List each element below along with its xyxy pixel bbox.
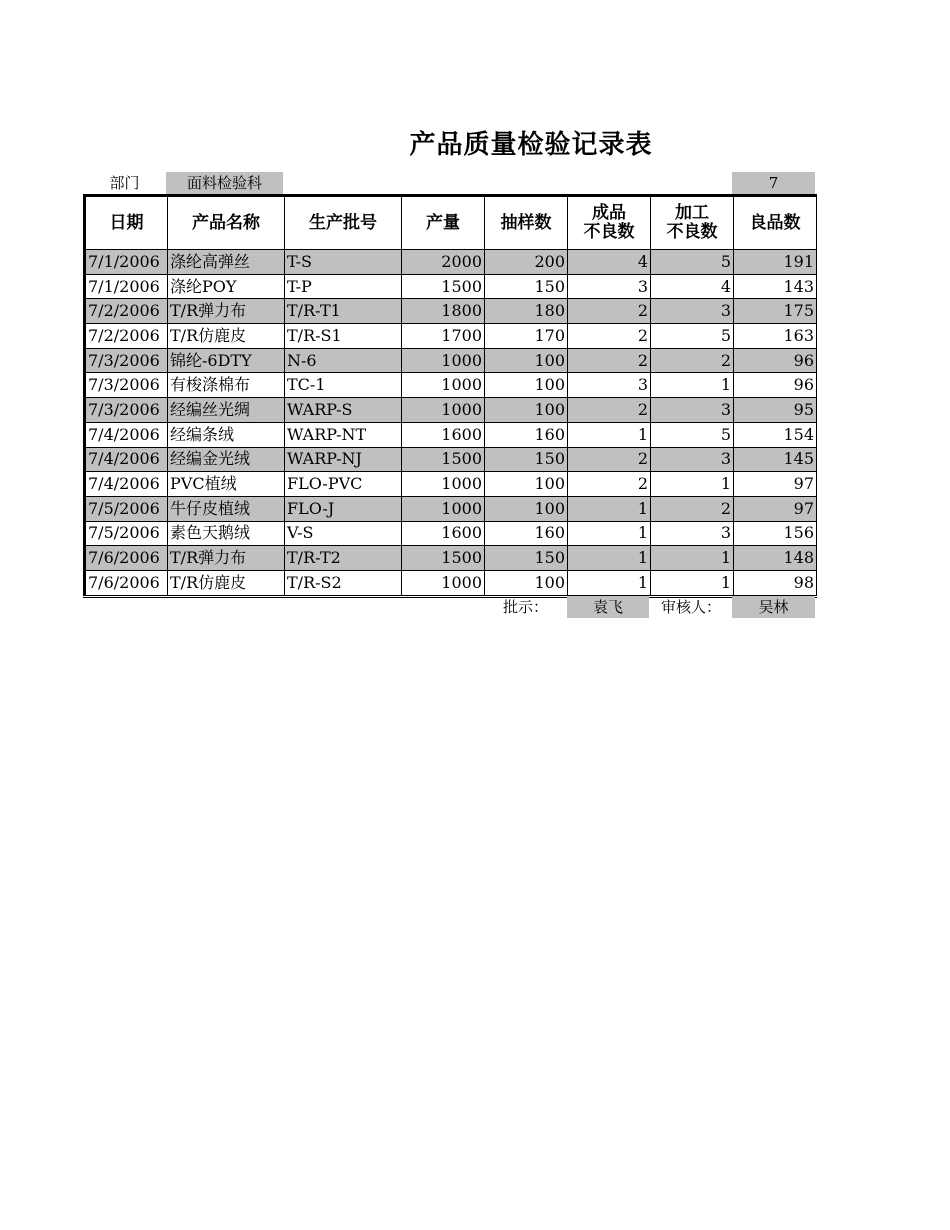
table-row bbox=[85, 398, 817, 423]
cell-process-defect[interactable]: 1 bbox=[651, 546, 734, 571]
table-row bbox=[85, 299, 817, 324]
cell-product[interactable]: 经编丝光绸 bbox=[168, 398, 285, 423]
cell-good[interactable]: 97 bbox=[734, 496, 817, 521]
cell-finished-defect[interactable]: 3 bbox=[568, 274, 651, 299]
cell-product[interactable]: 涤纶POY bbox=[168, 274, 285, 299]
cell-finished-defect[interactable]: 2 bbox=[568, 324, 651, 349]
dept-label: 部门 bbox=[109, 174, 140, 192]
cell-date[interactable]: 7/3/2006 bbox=[85, 373, 168, 398]
cell-finished-defect[interactable]: 1 bbox=[568, 546, 651, 571]
cell-output[interactable]: 1000 bbox=[402, 373, 485, 398]
cell-process-defect[interactable]: 5 bbox=[651, 422, 734, 447]
column-header-batch[interactable]: 生产批号 bbox=[285, 196, 402, 250]
cell-finished-defect[interactable]: 2 bbox=[568, 447, 651, 472]
column-header-process-defect[interactable]: 加工 不良数 bbox=[651, 196, 734, 250]
cell-finished-defect[interactable]: 3 bbox=[568, 373, 651, 398]
cell-finished-defect[interactable]: 2 bbox=[568, 348, 651, 373]
review-label: 审核人： bbox=[660, 598, 721, 616]
cell-date[interactable]: 7/1/2006 bbox=[85, 250, 168, 275]
cell-finished-defect[interactable]: 1 bbox=[568, 496, 651, 521]
cell-finished-defect[interactable]: 1 bbox=[568, 570, 651, 596]
inspection-table bbox=[83, 194, 817, 598]
approve-value-cell[interactable]: 袁飞 bbox=[567, 596, 649, 618]
cell-good[interactable]: 96 bbox=[734, 373, 817, 398]
cell-process-defect[interactable]: 4 bbox=[651, 274, 734, 299]
cell-process-defect[interactable]: 5 bbox=[651, 324, 734, 349]
cell-output[interactable]: 1800 bbox=[402, 299, 485, 324]
cell-finished-defect[interactable]: 4 bbox=[568, 250, 651, 275]
cell-batch[interactable]: N-6 bbox=[285, 348, 402, 373]
cell-output[interactable]: 1700 bbox=[402, 324, 485, 349]
cell-date[interactable]: 7/2/2006 bbox=[85, 324, 168, 349]
cell-process-defect[interactable]: 1 bbox=[651, 373, 734, 398]
cell-batch[interactable]: FLO-J bbox=[285, 496, 402, 521]
cell-batch[interactable]: WARP-NT bbox=[285, 422, 402, 447]
cell-product[interactable]: 素色天鹅绒 bbox=[168, 521, 285, 546]
cell-finished-defect[interactable]: 2 bbox=[568, 472, 651, 497]
cell-process-defect[interactable]: 1 bbox=[651, 472, 734, 497]
cell-good[interactable]: 163 bbox=[734, 324, 817, 349]
approve-label: 批示： bbox=[502, 598, 548, 616]
cell-batch[interactable]: WARP-S bbox=[285, 398, 402, 423]
cell-sample[interactable]: 100 bbox=[485, 496, 568, 521]
cell-date[interactable]: 7/1/2006 bbox=[85, 274, 168, 299]
cell-product[interactable]: T/R弹力布 bbox=[168, 546, 285, 571]
column-header-date[interactable]: 日期 bbox=[85, 196, 168, 250]
cell-batch[interactable]: T/R-T2 bbox=[285, 546, 402, 571]
cell-good[interactable]: 95 bbox=[734, 398, 817, 423]
table-row bbox=[85, 422, 817, 447]
cell-sample[interactable]: 150 bbox=[485, 274, 568, 299]
cell-sample[interactable]: 100 bbox=[485, 570, 568, 596]
cell-product[interactable]: 牛仔皮植绒 bbox=[168, 496, 285, 521]
dept-value-cell[interactable]: 面料检验科 bbox=[166, 172, 283, 194]
cell-output[interactable]: 1000 bbox=[402, 472, 485, 497]
cell-output[interactable]: 1000 bbox=[402, 496, 485, 521]
cell-product[interactable]: T/R弹力布 bbox=[168, 299, 285, 324]
cell-date[interactable]: 7/4/2006 bbox=[85, 447, 168, 472]
cell-date[interactable]: 7/3/2006 bbox=[85, 398, 168, 423]
cell-sample[interactable]: 180 bbox=[485, 299, 568, 324]
cell-product[interactable]: 锦纶-6DTY bbox=[168, 348, 285, 373]
cell-output[interactable]: 1000 bbox=[402, 570, 485, 596]
cell-output[interactable]: 1600 bbox=[402, 521, 485, 546]
cell-finished-defect[interactable]: 1 bbox=[568, 422, 651, 447]
cell-good[interactable]: 96 bbox=[734, 348, 817, 373]
cell-date[interactable]: 7/4/2006 bbox=[85, 472, 168, 497]
cell-finished-defect[interactable]: 2 bbox=[568, 299, 651, 324]
table-row bbox=[85, 496, 817, 521]
cell-finished-defect[interactable]: 2 bbox=[568, 398, 651, 423]
cell-batch[interactable]: WARP-NJ bbox=[285, 447, 402, 472]
cell-good[interactable]: 154 bbox=[734, 422, 817, 447]
cell-sample[interactable]: 160 bbox=[485, 422, 568, 447]
cell-sample[interactable]: 150 bbox=[485, 447, 568, 472]
table-row bbox=[85, 373, 817, 398]
cell-date[interactable]: 7/3/2006 bbox=[85, 348, 168, 373]
cell-date[interactable]: 7/6/2006 bbox=[85, 570, 168, 596]
cell-product[interactable]: T/R仿鹿皮 bbox=[168, 570, 285, 596]
column-header-finished-defect[interactable]: 成品 不良数 bbox=[568, 196, 651, 250]
cell-process-defect[interactable]: 3 bbox=[651, 447, 734, 472]
table-row bbox=[85, 274, 817, 299]
cell-process-defect[interactable]: 1 bbox=[651, 570, 734, 596]
cell-output[interactable]: 1500 bbox=[402, 274, 485, 299]
cell-date[interactable]: 7/5/2006 bbox=[85, 521, 168, 546]
page-number-cell[interactable]: 7 bbox=[732, 172, 815, 194]
review-value-cell[interactable]: 吴林 bbox=[732, 596, 815, 618]
cell-good[interactable]: 145 bbox=[734, 447, 817, 472]
cell-batch[interactable]: FLO-PVC bbox=[285, 472, 402, 497]
column-header-sample[interactable]: 抽样数 bbox=[485, 196, 568, 250]
cell-sample[interactable]: 100 bbox=[485, 398, 568, 423]
cell-sample[interactable]: 200 bbox=[485, 250, 568, 275]
cell-output[interactable]: 1600 bbox=[402, 422, 485, 447]
cell-output[interactable]: 1000 bbox=[402, 398, 485, 423]
column-header-output[interactable]: 产量 bbox=[402, 196, 485, 250]
cell-good[interactable]: 143 bbox=[734, 274, 817, 299]
cell-sample[interactable]: 100 bbox=[485, 472, 568, 497]
cell-product[interactable]: 有梭涤棉布 bbox=[168, 373, 285, 398]
table-row bbox=[85, 521, 817, 546]
cell-batch[interactable]: T/R-T1 bbox=[285, 299, 402, 324]
cell-good[interactable]: 156 bbox=[734, 521, 817, 546]
cell-batch[interactable]: V-S bbox=[285, 521, 402, 546]
cell-batch[interactable]: T/R-S2 bbox=[285, 570, 402, 596]
cell-process-defect[interactable]: 2 bbox=[651, 348, 734, 373]
cell-product[interactable]: 经编金光绒 bbox=[168, 447, 285, 472]
table-row bbox=[85, 570, 817, 596]
cell-batch[interactable]: T-S bbox=[285, 250, 402, 275]
cell-good[interactable]: 148 bbox=[734, 546, 817, 571]
table-row bbox=[85, 546, 817, 571]
cell-process-defect[interactable]: 5 bbox=[651, 250, 734, 275]
cell-output[interactable]: 1500 bbox=[402, 447, 485, 472]
cell-sample[interactable]: 100 bbox=[485, 373, 568, 398]
sheet-title: 产品质量检验记录表 bbox=[409, 130, 653, 160]
table-row bbox=[85, 447, 817, 472]
cell-date[interactable]: 7/6/2006 bbox=[85, 546, 168, 571]
cell-product[interactable]: 经编条绒 bbox=[168, 422, 285, 447]
cell-process-defect[interactable]: 3 bbox=[651, 398, 734, 423]
cell-batch[interactable]: TC-1 bbox=[285, 373, 402, 398]
cell-product[interactable]: 涤纶高弹丝 bbox=[168, 250, 285, 275]
cell-sample[interactable]: 100 bbox=[485, 348, 568, 373]
table-row bbox=[85, 250, 817, 275]
table-row bbox=[85, 348, 817, 373]
cell-process-defect[interactable]: 2 bbox=[651, 496, 734, 521]
cell-good[interactable]: 175 bbox=[734, 299, 817, 324]
cell-product[interactable]: PVC植绒 bbox=[168, 472, 285, 497]
cell-finished-defect[interactable]: 1 bbox=[568, 521, 651, 546]
cell-good[interactable]: 98 bbox=[734, 570, 817, 596]
cell-output[interactable]: 1500 bbox=[402, 546, 485, 571]
cell-good[interactable]: 191 bbox=[734, 250, 817, 275]
cell-output[interactable]: 2000 bbox=[402, 250, 485, 275]
cell-good[interactable]: 97 bbox=[734, 472, 817, 497]
table-row bbox=[85, 472, 817, 497]
cell-product[interactable]: T/R仿鹿皮 bbox=[168, 324, 285, 349]
header-row bbox=[85, 196, 817, 250]
cell-batch[interactable]: T/R-S1 bbox=[285, 324, 402, 349]
cell-date[interactable]: 7/2/2006 bbox=[85, 299, 168, 324]
cell-process-defect[interactable]: 3 bbox=[651, 299, 734, 324]
table-row bbox=[85, 324, 817, 349]
cell-date[interactable]: 7/4/2006 bbox=[85, 422, 168, 447]
cell-sample[interactable]: 160 bbox=[485, 521, 568, 546]
cell-output[interactable]: 1000 bbox=[402, 348, 485, 373]
cell-date[interactable]: 7/5/2006 bbox=[85, 496, 168, 521]
cell-sample[interactable]: 150 bbox=[485, 546, 568, 571]
column-header-good[interactable]: 良品数 bbox=[734, 196, 817, 250]
cell-process-defect[interactable]: 3 bbox=[651, 521, 734, 546]
column-header-product[interactable]: 产品名称 bbox=[168, 196, 285, 250]
cell-sample[interactable]: 170 bbox=[485, 324, 568, 349]
cell-batch[interactable]: T-P bbox=[285, 274, 402, 299]
